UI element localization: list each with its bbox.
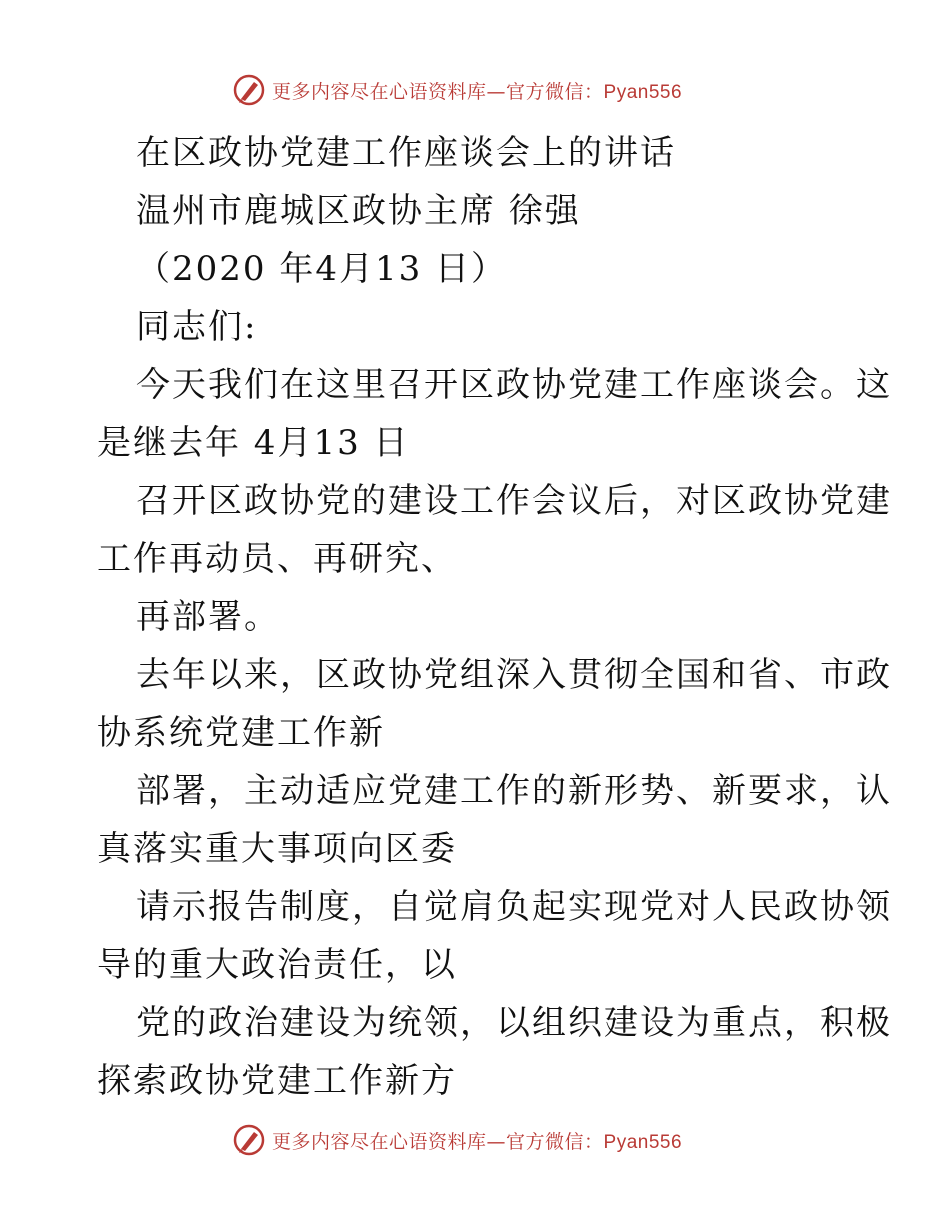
footer-watermark [232,1120,712,1160]
paragraph-line: 是继去年 4月13 日 [97,423,410,463]
paragraph-line: 请示报告制度，自觉肩负起实现党对人民政协领 [136,887,892,927]
paragraph-line: 真落实重大事项向区委 [97,829,457,869]
watermark-account: Pyan556 [603,1131,683,1153]
paragraph-line: 工作再动员、再研究、 [97,539,457,579]
document-body [97,124,892,1110]
quill-pen-logo-icon [232,1123,266,1157]
paragraph-line: 部署，主动适应党建工作的新形势、新要求，认 [136,771,892,811]
speaker-byline: 温州市鹿城区政协主席 徐强 [136,191,581,231]
paragraph-line: 导的重大政治责任，以 [97,945,457,985]
salutation: 同志们: [136,307,258,347]
paragraph-line: 召开区政协党的建设工作会议后，对区政协党建 [136,481,892,521]
speech-date: （2020 年4月13 日） [136,249,508,289]
paragraph-line: 去年以来，区政协党组深入贯彻全国和省、市政 [136,655,892,695]
paragraph-line: 协系统党建工作新 [97,713,385,753]
speech-title: 在区政协党建工作座谈会上的讲话 [136,133,676,173]
watermark-text: 更多内容尽在心语资料库—官方微信：Pyan556 [272,80,683,103]
quill-pen-logo-icon [232,73,266,107]
watermark-text: 更多内容尽在心语资料库—官方微信：Pyan556 [272,1130,683,1153]
paragraph-line: 党的政治建设为统领，以组织建设为重点，积极 [136,1003,892,1043]
paragraph-line: 探索政协党建工作新方 [97,1061,457,1101]
header-watermark [232,70,712,110]
paragraph-line: 今天我们在这里召开区政协党建工作座谈会。这 [136,365,892,405]
paragraph-line: 再部署。 [136,597,280,637]
watermark-account: Pyan556 [603,81,683,103]
